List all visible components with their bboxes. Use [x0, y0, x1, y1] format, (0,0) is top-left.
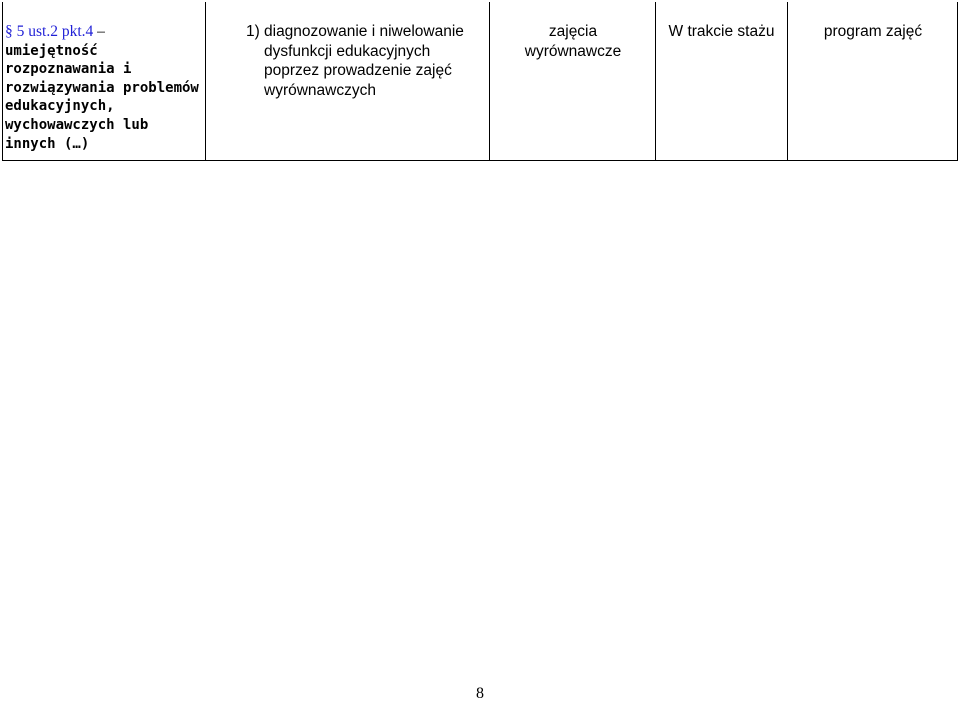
column-divider-2	[489, 2, 490, 161]
task-line: wyrównawczych	[264, 81, 376, 99]
task-cell	[246, 22, 489, 100]
timeframe-text: W trakcie stażu	[668, 23, 775, 40]
requirement-line: rozwiązywania problemów	[5, 79, 199, 96]
form-line: wyrównawcze	[524, 42, 622, 60]
form-cell	[491, 22, 655, 61]
column-divider-1	[205, 2, 206, 161]
task-number: 1)	[246, 23, 260, 40]
requirement-cell	[5, 23, 205, 153]
row-bottom-border	[2, 160, 958, 161]
task-line: diagnozowanie i niwelowanie	[264, 23, 464, 40]
requirement-line: rozpoznawania i	[5, 61, 132, 78]
evidence-text: program zajęć	[823, 23, 923, 40]
task-line: dysfunkcji edukacyjnych	[264, 42, 431, 60]
requirement-line: edukacyjnych,	[5, 98, 115, 115]
timeframe-cell	[656, 22, 787, 42]
task-line: poprzez prowadzenie zajęć	[264, 62, 452, 80]
evidence-cell	[788, 22, 958, 42]
requirement-line: wychowawczych lub	[5, 116, 149, 133]
task-item	[246, 22, 489, 100]
page-number: 8	[476, 685, 484, 702]
requirement-line: umiejętność	[5, 42, 98, 59]
section-symbol: §	[5, 23, 13, 40]
table-border-left	[2, 2, 3, 161]
form-line: zajęcia	[548, 23, 598, 40]
plan-table	[0, 0, 959, 162]
section-ref-text: 5 ust.2 pkt.4	[16, 23, 94, 40]
section-dash: –	[97, 23, 105, 40]
task-text	[264, 22, 489, 100]
section-reference	[5, 23, 205, 42]
requirement-line: innych (…)	[5, 135, 90, 152]
